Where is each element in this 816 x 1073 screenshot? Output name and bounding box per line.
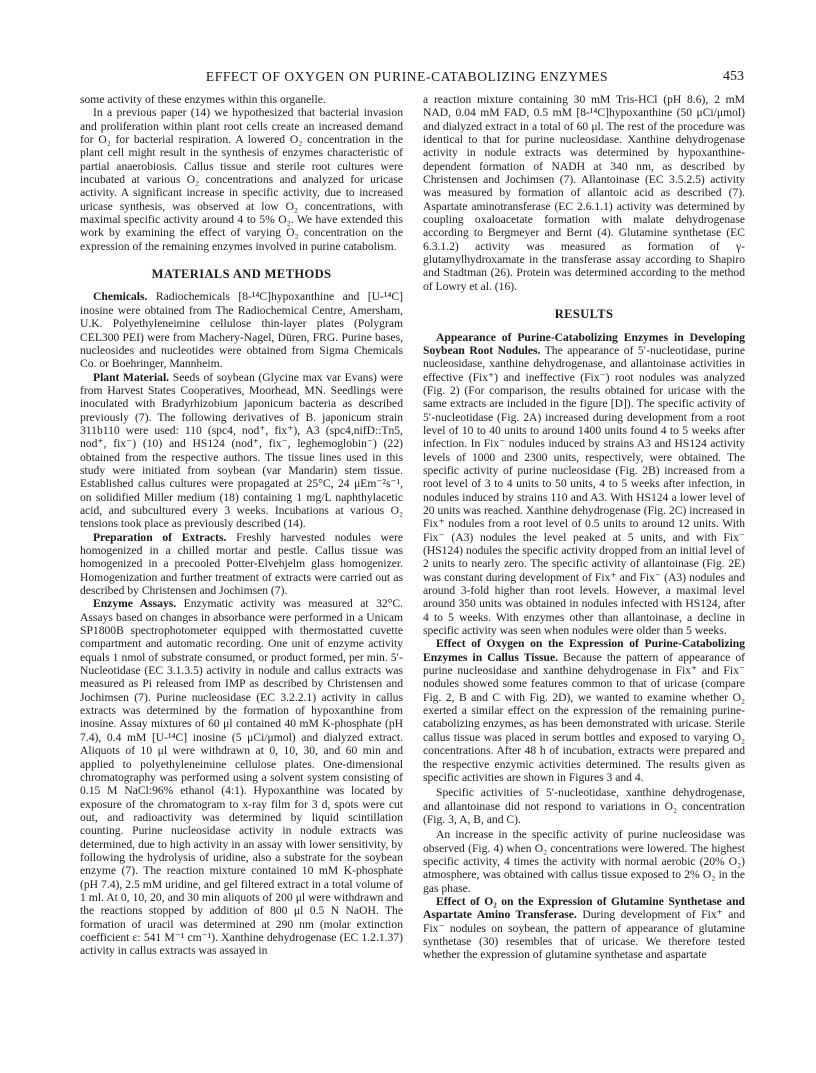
plant-material-text: Seeds of soybean (Glycine max var Evans) were from Harvest States Cooperatives, Moorhead, MN. Seedlings were inoculated with Bradyrhizobium japonicum bacteria as described previously (7). The following derivatives of B. japonicum strain 311b110 were used: 110 (spc4, nod⁺, fix⁺), A3 (spc4,nifD::Tn5, nod⁺, fix⁻) (10) and HS124 (nod⁺, fix⁻, leghemoglobin⁻) (22) obtained from the respective authors. The tissue lines used in this study were initiated from soybean (var Mandarin) stem tissue. Established callus cultures were propagated at 25°C, 24 μEm⁻²s⁻¹, on solidified Miller medium (18) containing 1 mg/L naphthylacetic acid, and subcultured every 3 weeks. Incubations at various O₂ tensions took place as previously described (14).: [80, 370, 404, 531]
paragraph-glutamine: [423, 895, 745, 962]
running-title: EFFECT OF OXYGEN ON PURINE-CATABOLIZING ENZYMES: [205, 69, 609, 84]
run-in-heading-oxygen-effect: Effect of Oxygen on the Expression of Purine-Catabolizing Enzymes in Callus Tissue.: [423, 637, 745, 664]
running-header: [70, 69, 744, 89]
run-in-heading-preparation: Preparation of Extracts.: [93, 530, 227, 544]
preparation-text: Freshly harvested nodules were homogenized in a chilled mortar and pestle. Callus tissue was homogenized in a precooled Potter-Elvehjelm glass homogenizer. Homogenization and further treatment of extracts were carried out as described by Christensen and Jochimsen (7).: [80, 530, 403, 598]
run-in-heading-enzyme-assays: Enzyme Assays.: [93, 597, 177, 611]
paragraph-specific-activities: Specific activities of 5′-nucleotidase, xanthine dehydrogenase, and allantoinase did not respond to variations in O₂ concentration (Fig. 3, A, B, and C).: [423, 786, 745, 826]
paragraph-previous-paper: In a previous paper (14) we hypothesized that bacterial invasion and proliferation within plant root cells create an increased demand for O₂ for bacterial respiration. A lowered O₂ concentration in the plant cell might result in the synthesis of enzymes characteristic of partial anaerobiosis. Callus tissue and sterile root cultures were incubated at various O₂ concentrations and analyzed for uricase activity. A significant increase in specific activity, due to increased uricase synthesis, was observed at low O₂ concentrations, with maximal specific activity around 4 to 5% O₂. We have extended this work by examining the effect of varying O₂ concentration on the expression of the remaining enzymes involved in purine catabolism.: [80, 106, 403, 253]
run-in-heading-chemicals: Chemicals.: [93, 290, 148, 304]
run-in-heading-appearance: Appearance of Purine-Catabolizing Enzymes in Developing Soybean Root Nodules.: [423, 330, 745, 357]
enzyme-assays-text: Enzymatic activity was measured at 32°C. Assays based on changes in absorbance were performed in a Unicam SP1800B spectrophotometer equipped with thermostatted cuvette compartment and automatic recording. One unit of enzyme activity equals 1 nmol of substrate consumed, or product formed, per min. 5′-Nucleotidase (EC 3.1.3.5) activity in nodule and callus extracts was measured as Pi released from IMP as described by Christensen and Jochimsen (7). Purine nucleosidase (EC 3.2.2.1) activity in callus extracts was determined by the formation of hypoxanthine from inosine. Assay mixtures of 60 μl contained 40 mM K-phosphate (pH 7.4), 0.4 mM [U-¹⁴C] inosine (5 μCi/μmol) and dialyzed extract. Aliquots of 10 μl were withdrawn at 0, 10, 30, and 60 min and applied to polyethyleneimine cellulose plates. One-dimensional chromatography was performed using a solvent system consisting of 0.15 M NaCl:96% ethanol (4:1). Hypoxanthine was located by exposure of the chromatogram to x-ray film for 3 d, spots were cut out, and radioactivity was determined by liquid scintillation counting. Purine nucleosidase activity in nodule extracts was determined, due to high activity in an assay with lower sensitivity, by following the hydrolysis of uridine, also a substrate for the soybean enzyme (7). The reaction mixture contained 10 mM K-phosphate (pH 7.4), 2.5 mM uridine, and gel filtered extract in a total volume of 1 ml. At 0, 10, 20, and 30 min aliquots of 200 μl were withdrawn and the reactions stopped by addition of 800 μl 0.5 N NaOH. The formation of uracil was determined at 290 nm (molar extinction coefficient ε: 541 M⁻¹ cm⁻¹). Xanthine dehydrogenase (EC 1.2.1.37) activity in callus extracts was assayed in: [80, 597, 403, 958]
run-in-heading-glutamine: Effect of O₂ on the Expression of Glutamine Synthetase and Aspartate Amino Transferase.: [423, 894, 745, 922]
paragraph-continuation: some activity of these enzymes within this organelle.: [80, 93, 326, 106]
run-in-heading-plant-material: Plant Material.: [93, 370, 170, 384]
paragraph-chemicals: [80, 290, 403, 370]
paragraph-enzyme-assays: [80, 597, 403, 957]
left-column: [80, 93, 403, 958]
oxygen-effect-text: Because the pattern of appearance of purine nucleosidase and xanthine dehydrogenase in Fix⁺ and Fix⁻ nodules showed some features common to that of uricase (compare Fig. 2, B and C with Fig. 2D), we wanted to examine whether O₂ exerted a similar effect on the expression of the remaining purine-catabolizing enzymes, as has been demonstrated with uricase. Sterile callus tissue was placed in serum bottles and exposed to varying O₂ concentrations. After 48 h of incubation, extracts were prepared and the respective enzymic activities determined. The results given as specific activities are shown in Figures 3 and 4.: [423, 650, 745, 784]
section-heading-results: RESULTS: [554, 307, 614, 322]
section-heading-materials-methods: MATERIALS AND METHODS: [151, 267, 332, 282]
paragraph-oxygen-effect: [423, 637, 745, 784]
paragraph-appearance: [423, 331, 745, 638]
right-column: [423, 93, 745, 962]
paragraph-plant-material: [80, 371, 403, 531]
appearance-text: The appearance of 5′-nucleotidase, purine nucleosidase, xanthine dehydrogenase, and allantoinase activities in effective (Fix⁺) and ineffective (Fix⁻) root nodules was analyzed (Fig. 2) (For comparison, the results obtained for uricase with the same extracts are included in the figure [D]). The specific activity of 5′-nucleotidase (Fig. 2A) increased during development from a root level of 10 to 40 units to around 1400 units found 4 to 5 weeks after infection. In Fix⁻ nodules induced by strains A3 and HS124 activity levels of 1000 and 2300 units, respectively, were obtained. The specific activity of purine nucleosidase (Fig. 2B) increased from a root level of 3 to 4 units to 50 units, 4 to 5 weeks after infection, in nodules induced by strains 110 and A3. With HS124 a lower level of 20 units was reached. Xanthine dehydrogenase (Fig. 2C) increased in Fix⁺ nodules from a root level of 0.5 units to around 12 units. With Fix⁻ (A3) nodules the level peaked at 5 units, and with Fix⁻ (HS124) nodules the specific activity dropped from an initial level of 2 units to nearly zero. The specific activity of allantoinase (Fig. 2E) was constant during development of Fix⁺ and Fix⁻ (A3) nodules and around 3-fold higher than root levels. However, a maximal level around 350 units was obtained in nodules infected with HS124, after 4 to 5 weeks. With enzymes other than allantoinase, a decline in specific activity was seen when nodules were older than 5 weeks.: [423, 343, 745, 638]
paragraph-nucleosidase-increase: An increase in the specific activity of purine nucleosidase was observed (Fig. 4) when O₂ concentrations were lowered. The highest specific activity, 4 times the activity with normal aerobic (20% O₂) atmosphere, was obtained with callus tissue exposed to 2% O₂ in the gas phase.: [423, 828, 745, 895]
paragraph-assay-continuation: a reaction mixture containing 30 mM Tris-HCl (pH 8.6), 2 mM NAD, 0.04 mM FAD, 0.5 mM [8-¹⁴C]hypoxanthine (50 μCi/μmol) and dialyzed extract in a total of 60 μl. The rest of the procedure was identical to that for purine nucleosidase. Xanthine dehydrogenase activity in nodule extracts was determined by hypoxanthine-dependent formation of NADH at 340 nm, as described by Christensen and Jochimsen (7). Allantoinase (EC 3.5.2.5) activity was measured by formation of allantoic acid as described (7). Aspartate aminotransferase (EC 2.6.1.1) activity was determined by coupling oxaloacetate formation with malate dehydrogenase according to Bergmeyer and Bernt (4). Glutamine synthetase (EC 6.3.1.2) activity was measured as formation of γ-glutamylhydroxamate in the transferase assay according to Shapiro and Stadtman (26). Protein was determined according to the method of Lowry et al. (16).: [423, 93, 745, 293]
glutamine-text: During development of Fix⁺ and Fix⁻ nodules on soybean, the pattern of appearance of glutamine synthetase (30) resembles that of uricase. We therefore tested whether the expression of glutamine synthetase and aspartate: [423, 908, 745, 962]
chemicals-text: Radiochemicals [8-¹⁴C]hypoxanthine and [U-¹⁴C] inosine were obtained from The Radiochemical Centre, Amersham, U.K. Polyethyleneimine cellulose thin-layer plates (Polygram CEL300 PEI) were from Machery-Nagel, Düren, FRG. Purine bases, nucleosides and nucleotides were obtained from Sigma Chemicals Co. or Boehringer, Mannheim.: [80, 290, 403, 371]
page-number: 453: [723, 69, 744, 84]
paragraph-preparation: [80, 531, 403, 598]
